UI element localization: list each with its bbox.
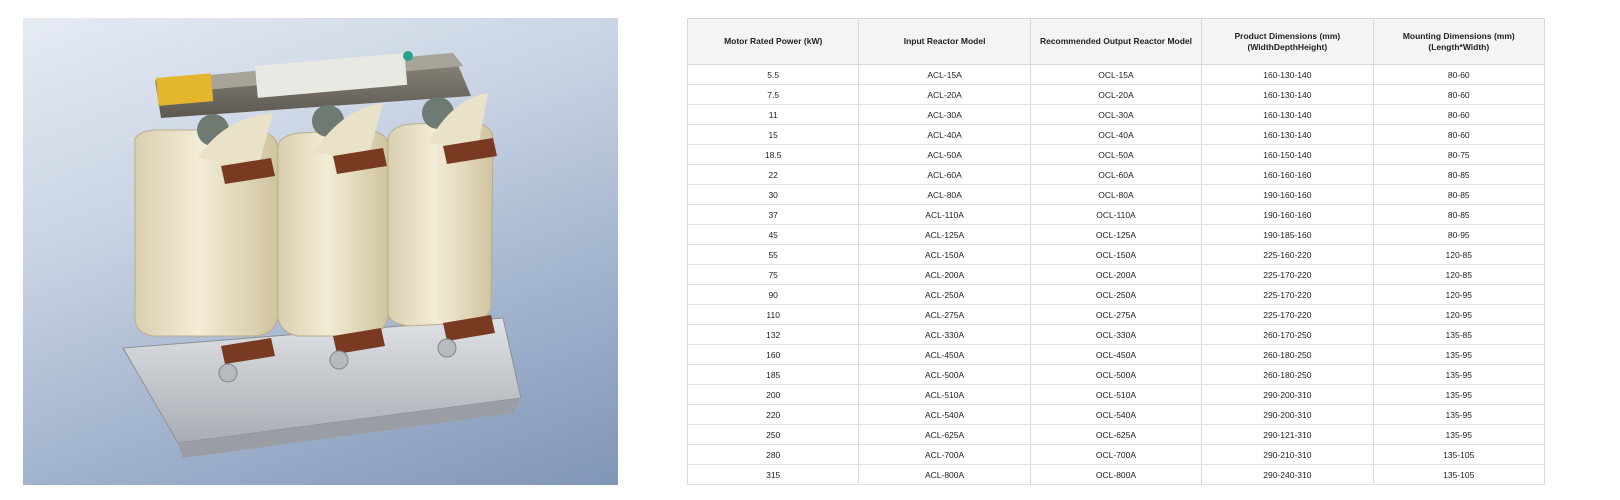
reactor-specification-table: [687, 18, 1545, 485]
table-cell: 160-130-140: [1202, 65, 1373, 85]
table-cell: 160-130-140: [1202, 125, 1373, 145]
table-cell: 132: [688, 325, 859, 345]
table-cell: 160-130-140: [1202, 85, 1373, 105]
table-cell: OCL-800A: [1030, 465, 1201, 485]
table-cell: ACL-540A: [859, 405, 1030, 425]
table-cell: ACL-200A: [859, 265, 1030, 285]
table-cell: 80-60: [1373, 65, 1544, 85]
table-cell: OCL-110A: [1030, 205, 1201, 225]
table-cell: ACL-20A: [859, 85, 1030, 105]
column-header: Product Dimensions (mm) (WidthDepthHeight): [1202, 19, 1373, 65]
table-cell: OCL-275A: [1030, 305, 1201, 325]
table-cell: 135-95: [1373, 345, 1544, 365]
table-cell: ACL-450A: [859, 345, 1030, 365]
table-cell: 55: [688, 245, 859, 265]
table-cell: 135-95: [1373, 385, 1544, 405]
product-photo: [23, 18, 618, 485]
table-row: [688, 85, 1545, 105]
table-cell: 30: [688, 185, 859, 205]
table-cell: 220: [688, 405, 859, 425]
table-row: [688, 225, 1545, 245]
table-cell: 160-150-140: [1202, 145, 1373, 165]
table-cell: 80-60: [1373, 125, 1544, 145]
table-cell: 190-160-160: [1202, 205, 1373, 225]
table-cell: 5.5: [688, 65, 859, 85]
table-cell: OCL-60A: [1030, 165, 1201, 185]
table-cell: 290-240-310: [1202, 465, 1373, 485]
three-phase-reactor-image: [23, 18, 618, 485]
table-cell: ACL-110A: [859, 205, 1030, 225]
table-cell: ACL-50A: [859, 145, 1030, 165]
table-cell: OCL-40A: [1030, 125, 1201, 145]
table-cell: 80-85: [1373, 165, 1544, 185]
table-cell: 135-105: [1373, 465, 1544, 485]
table-cell: ACL-40A: [859, 125, 1030, 145]
table-cell: OCL-540A: [1030, 405, 1201, 425]
table-cell: 18.5: [688, 145, 859, 165]
table-cell: 80-60: [1373, 85, 1544, 105]
table-cell: 190-160-160: [1202, 185, 1373, 205]
table-cell: ACL-510A: [859, 385, 1030, 405]
table-cell: OCL-250A: [1030, 285, 1201, 305]
table-cell: ACL-500A: [859, 365, 1030, 385]
table-cell: OCL-150A: [1030, 245, 1201, 265]
table-cell: 260-170-250: [1202, 325, 1373, 345]
table-cell: ACL-15A: [859, 65, 1030, 85]
table-row: [688, 185, 1545, 205]
table-cell: 37: [688, 205, 859, 225]
table-cell: OCL-125A: [1030, 225, 1201, 245]
table-cell: 135-85: [1373, 325, 1544, 345]
table-row: [688, 285, 1545, 305]
table-cell: 7.5: [688, 85, 859, 105]
table-cell: OCL-20A: [1030, 85, 1201, 105]
table-cell: 290-210-310: [1202, 445, 1373, 465]
table-cell: OCL-15A: [1030, 65, 1201, 85]
table-cell: OCL-510A: [1030, 385, 1201, 405]
table-row: [688, 65, 1545, 85]
table-cell: 315: [688, 465, 859, 485]
table-cell: OCL-500A: [1030, 365, 1201, 385]
table-cell: 120-95: [1373, 305, 1544, 325]
table-cell: 15: [688, 125, 859, 145]
table-row: [688, 125, 1545, 145]
table-row: [688, 105, 1545, 125]
table-cell: 225-170-220: [1202, 285, 1373, 305]
table-cell: OCL-30A: [1030, 105, 1201, 125]
table-cell: 22: [688, 165, 859, 185]
table-cell: 11: [688, 105, 859, 125]
table-header-row: [688, 19, 1545, 65]
table-cell: OCL-450A: [1030, 345, 1201, 365]
table-cell: 45: [688, 225, 859, 245]
table-cell: 135-105: [1373, 445, 1544, 465]
table-cell: 80-85: [1373, 205, 1544, 225]
table-row: [688, 165, 1545, 185]
table-cell: 110: [688, 305, 859, 325]
table-cell: 90: [688, 285, 859, 305]
table-cell: 135-95: [1373, 365, 1544, 385]
table-cell: 190-185-160: [1202, 225, 1373, 245]
table-cell: 160-130-140: [1202, 105, 1373, 125]
table-cell: 135-95: [1373, 425, 1544, 445]
specification-table-container: [687, 18, 1545, 485]
table-row: [688, 445, 1545, 465]
table-cell: 80-85: [1373, 185, 1544, 205]
table-cell: 80-60: [1373, 105, 1544, 125]
table-row: [688, 385, 1545, 405]
table-row: [688, 425, 1545, 445]
table-cell: 185: [688, 365, 859, 385]
table-row: [688, 405, 1545, 425]
table-cell: 225-170-220: [1202, 265, 1373, 285]
table-cell: 225-160-220: [1202, 245, 1373, 265]
table-cell: ACL-150A: [859, 245, 1030, 265]
table-cell: 75: [688, 265, 859, 285]
table-cell: OCL-625A: [1030, 425, 1201, 445]
table-cell: ACL-275A: [859, 305, 1030, 325]
table-cell: 290-200-310: [1202, 405, 1373, 425]
table-row: [688, 245, 1545, 265]
table-cell: 160-160-160: [1202, 165, 1373, 185]
table-cell: ACL-700A: [859, 445, 1030, 465]
column-header: Mounting Dimensions (mm) (Length*Width): [1373, 19, 1544, 65]
table-cell: OCL-700A: [1030, 445, 1201, 465]
table-cell: 120-85: [1373, 265, 1544, 285]
table-cell: ACL-60A: [859, 165, 1030, 185]
table-cell: OCL-50A: [1030, 145, 1201, 165]
table-cell: 120-85: [1373, 245, 1544, 265]
table-row: [688, 265, 1545, 285]
table-row: [688, 305, 1545, 325]
column-header: Input Reactor Model: [859, 19, 1030, 65]
table-cell: ACL-800A: [859, 465, 1030, 485]
table-row: [688, 205, 1545, 225]
table-row: [688, 145, 1545, 165]
table-cell: 80-95: [1373, 225, 1544, 245]
table-cell: 250: [688, 425, 859, 445]
table-cell: 120-95: [1373, 285, 1544, 305]
table-cell: ACL-625A: [859, 425, 1030, 445]
table-cell: OCL-330A: [1030, 325, 1201, 345]
table-body: [688, 65, 1545, 485]
table-row: [688, 365, 1545, 385]
column-header: Motor Rated Power (kW): [688, 19, 859, 65]
table-cell: ACL-250A: [859, 285, 1030, 305]
table-cell: ACL-30A: [859, 105, 1030, 125]
table-cell: 80-75: [1373, 145, 1544, 165]
table-cell: OCL-80A: [1030, 185, 1201, 205]
table-row: [688, 465, 1545, 485]
table-cell: 225-170-220: [1202, 305, 1373, 325]
table-cell: 280: [688, 445, 859, 465]
table-cell: ACL-80A: [859, 185, 1030, 205]
table-cell: 135-95: [1373, 405, 1544, 425]
table-cell: 260-180-250: [1202, 345, 1373, 365]
table-cell: 290-121-310: [1202, 425, 1373, 445]
table-cell: 260-180-250: [1202, 365, 1373, 385]
table-cell: 160: [688, 345, 859, 365]
column-header: Recommended Output Reactor Model: [1030, 19, 1201, 65]
table-cell: ACL-330A: [859, 325, 1030, 345]
table-row: [688, 325, 1545, 345]
table-cell: OCL-200A: [1030, 265, 1201, 285]
table-cell: 200: [688, 385, 859, 405]
table-cell: ACL-125A: [859, 225, 1030, 245]
table-row: [688, 345, 1545, 365]
table-cell: 290-200-310: [1202, 385, 1373, 405]
